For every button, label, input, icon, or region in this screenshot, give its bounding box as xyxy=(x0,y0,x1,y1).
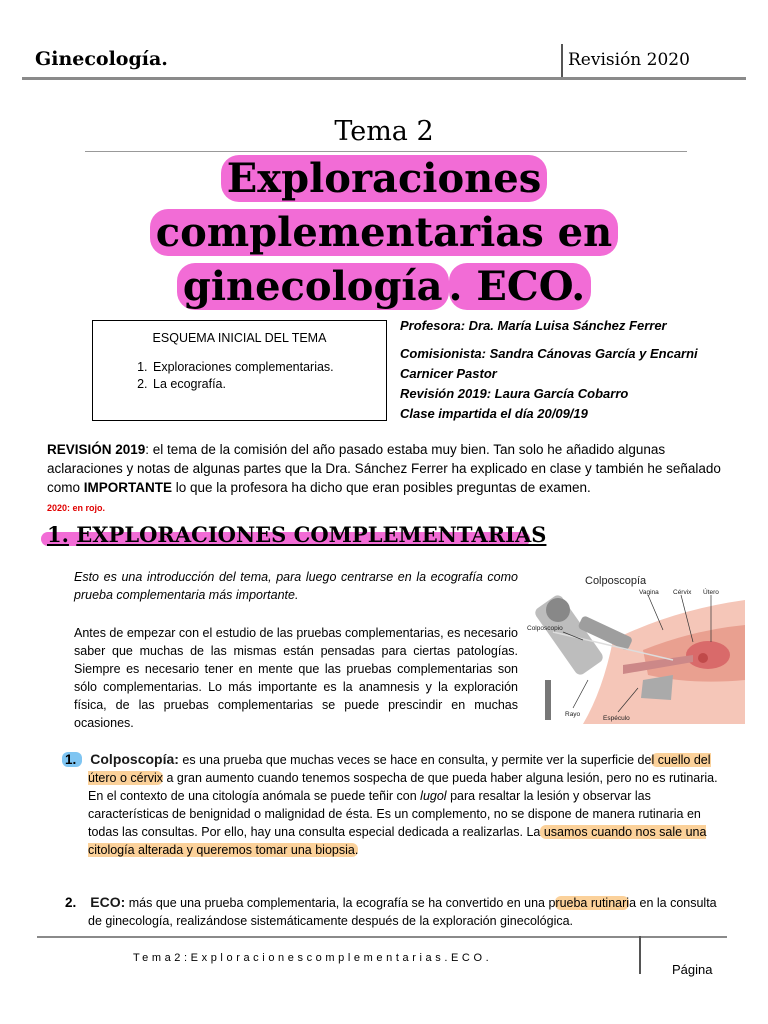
credit-profesora: Profesora: Dra. María Luisa Sánchez Ferrer xyxy=(400,318,667,333)
topic-number: Tema 2 xyxy=(334,116,434,147)
item-text: más que una prueba complementaria, la ecografía se ha convertido en una p xyxy=(125,896,556,910)
item-keyword: Colposcopía xyxy=(90,751,175,767)
item-number: 2. xyxy=(65,895,77,910)
figure-label-vagina: Vagina xyxy=(639,589,659,596)
credits xyxy=(400,316,730,424)
figure-label-rayo: Rayo xyxy=(565,711,581,718)
scheme-box xyxy=(92,320,387,421)
body-paragraph: Antes de empezar con el estudio de las pruebas complementarias, es necesario saber que muchas de las mismas están pensadas para ciertas patologías. Siempre es necesario tener en mente que las pruebas complementarias son sólo complementarias. Lo más importante es la anamnesis y la exploración física, de las pruebas complementarias se puede prescindir en muchas ocasiones. xyxy=(74,626,519,730)
credit-comisionista: Comisionista: Sandra Cánovas García y Encarni Carnicer Pastor xyxy=(400,346,698,381)
highlight-cervix: l cuello del útero o cérvix xyxy=(88,753,711,785)
lugol-term: lugol xyxy=(420,789,447,803)
page-title xyxy=(100,152,668,314)
item-text: es una prueba que muchas veces se hace en consulta, y permite ver la superficie de xyxy=(178,753,652,767)
figure-label-colposcopio: Colposcopio xyxy=(527,625,563,632)
document-revision: Revisión 2020 xyxy=(568,50,690,70)
title-line-3a: ginecología xyxy=(177,263,449,310)
document-subject: Ginecología. xyxy=(35,48,168,70)
highlight-routine: rueba rutinari xyxy=(555,896,630,910)
scheme-item: 1. Exploraciones complementarias. xyxy=(151,359,386,376)
list-item: 2. ECO: más que una prueba complementaria, la ecografía se ha convertido en una prueba rutinaria en la consulta de ginecología, realizándose sistemáticamente después de la exploración ginecológica. xyxy=(62,893,727,930)
title-line-2: complementarias en xyxy=(150,209,618,256)
footer-page: Página xyxy=(672,962,713,977)
title-line-3b: . ECO. xyxy=(449,263,592,310)
title-line-1: Exploraciones xyxy=(221,155,547,202)
figure-title: Colposcopía xyxy=(585,575,647,587)
intro-text: Esto es una introducción del tema, para luego centrarse en la ecografía como prueba complementaria más importante. xyxy=(74,570,518,602)
credit-revision: Revisión 2019: Laura García Cobarro xyxy=(400,386,629,401)
figure-label-cervix: Cérvix xyxy=(673,589,692,596)
section-title: EXPLORACIONES COMPLEMENTARIAS xyxy=(76,522,547,547)
revision-text-end: lo que la profesora ha dicho que eran posibles preguntas de examen. xyxy=(172,480,591,495)
footer-title: Tema2:Exploracionescomplementarias.ECO. xyxy=(133,952,493,964)
revision-text: : el tema de la comisión del año pasado estaba muy bien. Tan solo he añadido algunas aclaraciones y notas de algunas partes que la Dra. Sánchez Ferrer ha explicado en clase y también he señalado como xyxy=(47,442,721,495)
revision-note xyxy=(47,440,727,518)
item-number: 1. xyxy=(62,752,82,767)
scheme-item: 2. La ecografía. xyxy=(151,376,386,393)
credit-clase: Clase impartida el día 20/09/19 xyxy=(400,406,588,421)
colposcopy-figure xyxy=(523,570,745,724)
header-rule xyxy=(22,77,746,80)
highlight-biopsy: usamos cuando nos sale una citología alterada y queremos tomar una biopsia. xyxy=(88,825,707,857)
section-heading xyxy=(47,522,546,547)
footer-divider xyxy=(639,936,641,974)
scheme-list xyxy=(93,359,386,393)
section-number: 1. xyxy=(47,522,69,547)
scheme-heading: ESQUEMA INICIAL DEL TEMA xyxy=(152,331,327,345)
footer-rule xyxy=(37,936,727,938)
header-divider xyxy=(561,44,563,78)
figure-label-especulo: Espéculo xyxy=(603,715,630,722)
red-note: 2020: en rojo. xyxy=(47,503,106,513)
item-keyword: ECO: xyxy=(90,894,126,910)
figure-label-utero: Útero xyxy=(703,589,719,596)
list-item: 1. Colposcopía: es una prueba que muchas veces se hace en consulta, y permite ver la superficie del cuello del útero o cérvix a gran aumento cuando tenemos sospecha de que pueda haber alguna lesión, pero no es rutinaria. En el contexto de una citología anómala se puede teñir con lugol para resaltar la lesión y observar las características de benignidad o malignidad de ésta. Es un complemento, no se dispone de manera rutinaria en todas las consultas. Por ello, hay una consulta especial dedicada a realizarlas. La usamos cuando nos sale una citología alterada y queremos tomar una biopsia. xyxy=(62,750,727,859)
revision-label: REVISIÓN 2019 xyxy=(47,442,146,457)
important-word: IMPORTANTE xyxy=(83,480,173,495)
